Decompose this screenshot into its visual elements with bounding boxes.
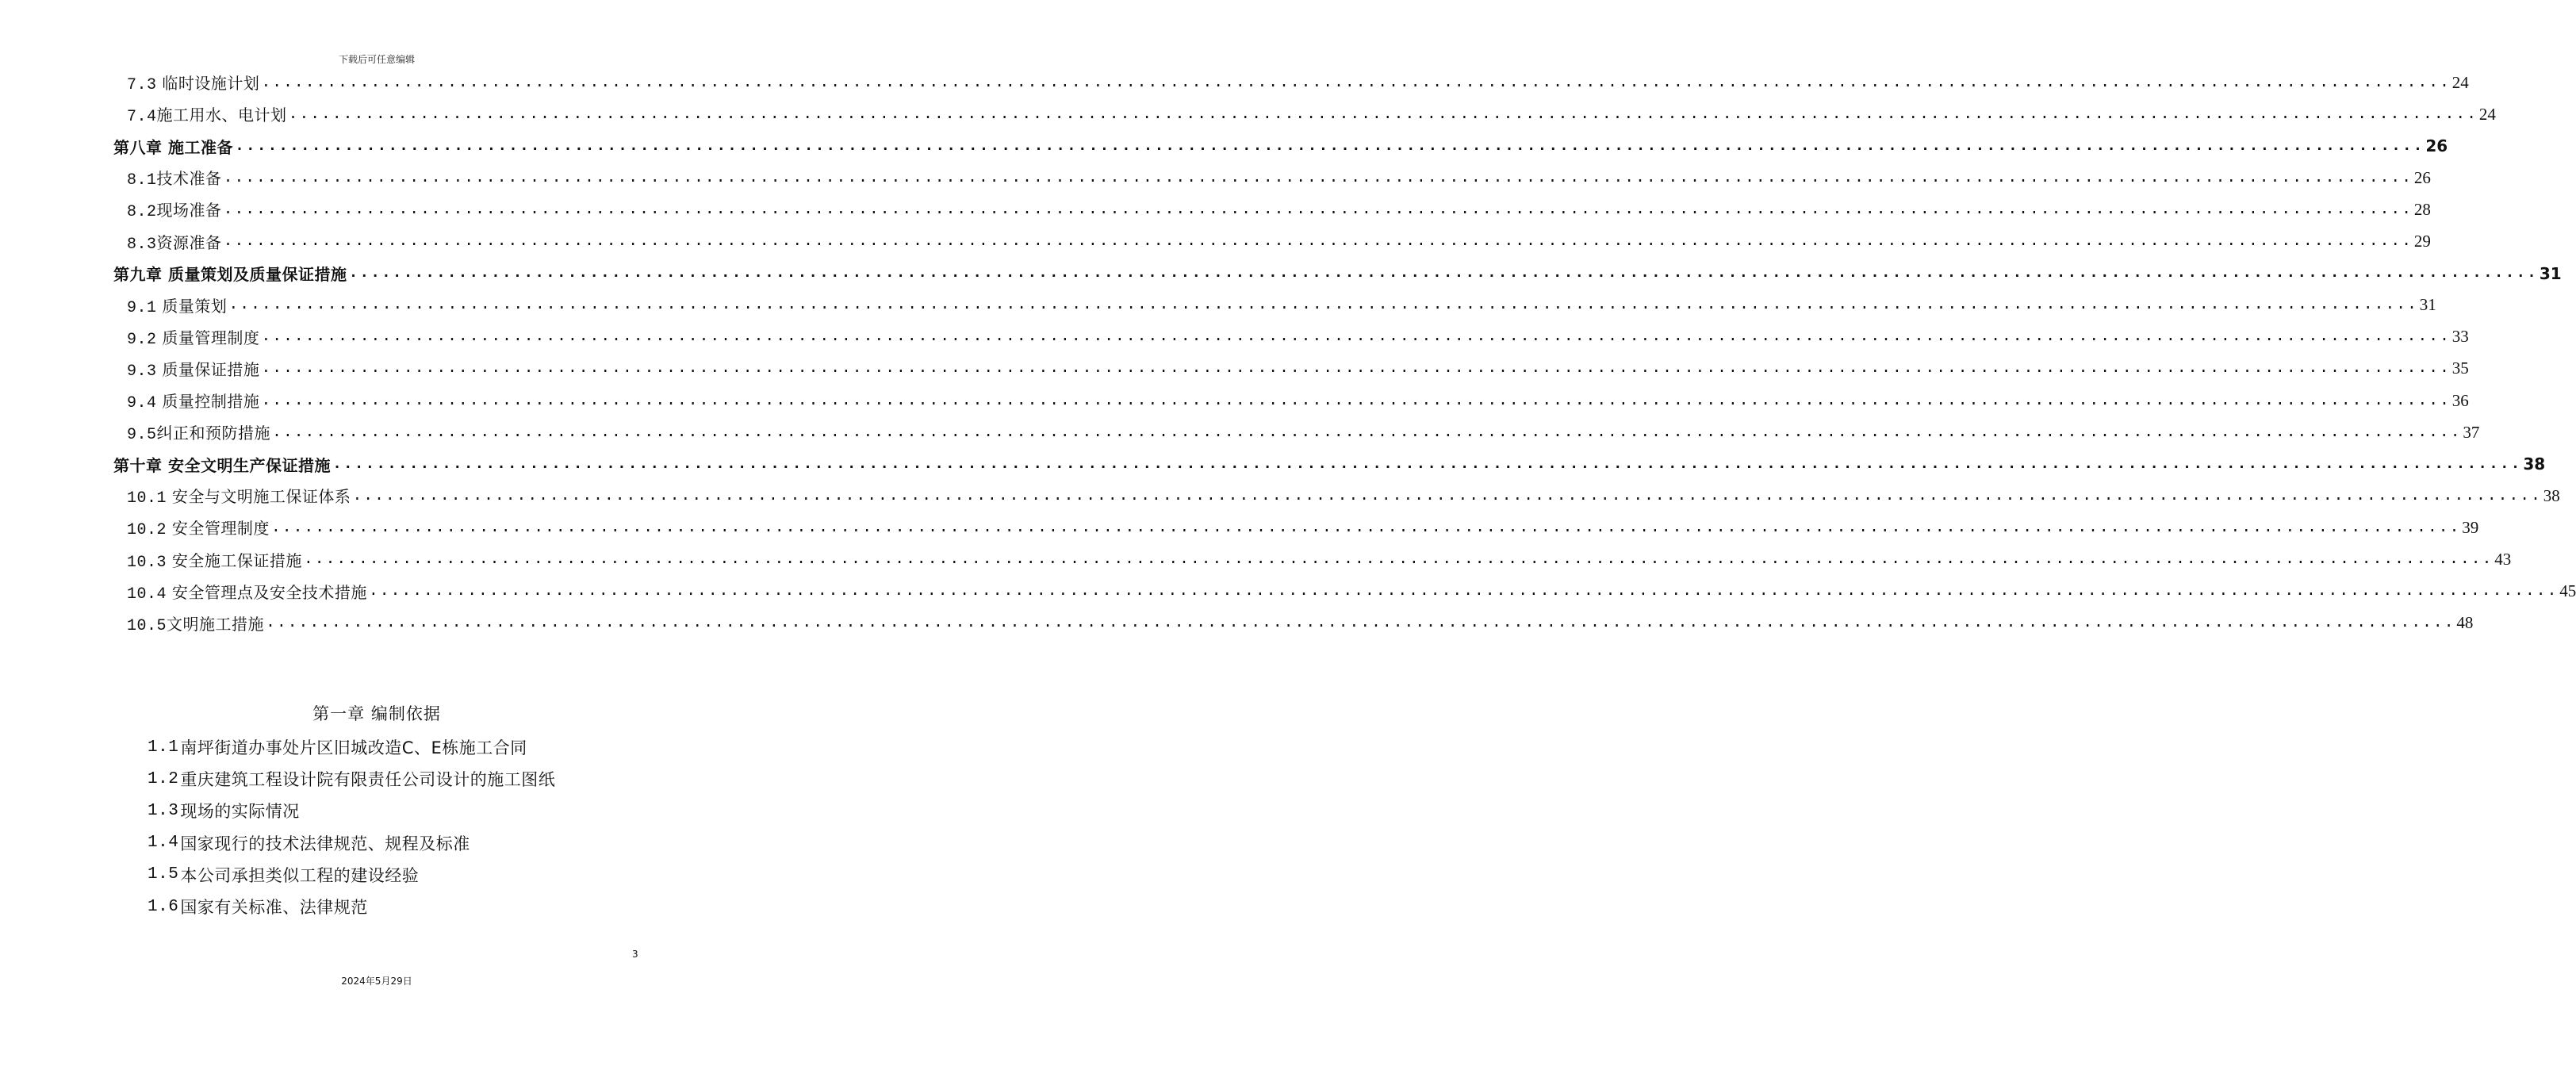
basis-item-text: 国家有关标准、法律规范 (180, 898, 368, 917)
toc-entry-row[interactable] (127, 480, 2560, 512)
basis-item (148, 731, 527, 763)
basis-item-text: 国家现行的技术法律规范、规程及标准 (180, 834, 470, 853)
toc-entry-title (127, 484, 351, 508)
toc-entry-number: 9.5 (127, 426, 157, 445)
toc-page-number: 24 (2451, 72, 2469, 92)
basis-item (148, 795, 300, 826)
toc-entry-title (127, 197, 222, 221)
dot-leader: ........................................................................................................................................................................................................ (270, 518, 2461, 537)
toc-entry-number: 9.2 (127, 330, 157, 349)
toc-entry-title (127, 102, 287, 126)
basis-item-text: 本公司承担类似工程的建设经验 (180, 865, 420, 885)
dot-leader: ........................................................................................................................................................................................................ (223, 200, 2413, 219)
toc-entry-row[interactable] (127, 576, 2576, 608)
basis-item-text: 南坪街道办事处片区旧城改造C、E栋施工合同 (180, 738, 527, 757)
dot-leader: ........................................................................................................................................................................................................ (261, 391, 2451, 410)
toc-entry-title (127, 389, 259, 412)
toc-page-number: 31 (2539, 263, 2562, 283)
toc-entry-row[interactable] (127, 290, 2436, 321)
toc-entry-title (113, 262, 347, 285)
toc-entry-title (127, 166, 222, 190)
toc-page-number: 24 (2478, 104, 2496, 124)
basis-item-number: 1.2 (148, 769, 179, 788)
toc-entry-title (127, 580, 367, 604)
basis-item-number: 1.5 (148, 865, 179, 884)
dot-leader: ........................................................................................................................................................................................................ (261, 359, 2451, 378)
dot-leader: ........................................................................................................................................................................................................ (266, 614, 2455, 633)
toc-page-number: 26 (2413, 167, 2431, 187)
basis-item-number: 1.3 (148, 801, 179, 820)
toc-entry-title (127, 612, 264, 635)
dot-leader: ........................................................................................................................................................................................................ (223, 168, 2413, 187)
toc-entry-row[interactable] (127, 194, 2431, 225)
toc-entry-number: 10.2 (127, 521, 167, 540)
dot-leader: ........................................................................................................................................................................................................ (261, 328, 2451, 347)
basis-item-text: 现场的实际情况 (180, 802, 300, 822)
toc-page-number: 31 (2419, 295, 2436, 315)
toc-entry-title (113, 135, 233, 158)
toc-entry-text: 质量控制措施 (156, 392, 260, 411)
toc-entry-text: 技术准备 (156, 169, 222, 189)
toc-entry-row[interactable] (127, 544, 2512, 576)
toc-entry-number: 8.1 (127, 171, 157, 190)
toc-entry-row[interactable] (127, 162, 2431, 194)
toc-entry-number: 10.5 (127, 616, 167, 635)
toc-entry-text: 资源准备 (156, 232, 222, 252)
toc-entry-title (127, 325, 259, 349)
toc-page-number: 29 (2413, 232, 2431, 251)
basis-item-number: 1.1 (148, 738, 179, 757)
toc-page-number: 28 (2413, 199, 2431, 219)
toc-entry-text: 质量策划 (156, 296, 228, 316)
basis-item (148, 827, 470, 859)
toc-page-number: 45 (2559, 581, 2576, 601)
toc-entry-row[interactable] (127, 226, 2431, 258)
basis-item (148, 891, 368, 922)
toc-entry-number: 7.3 (127, 76, 157, 94)
toc-entry-text: 纠正和预防措施 (156, 424, 271, 443)
dot-leader: ........................................................................................................................................................................................................ (261, 73, 2451, 92)
toc-entry-title (127, 293, 227, 317)
toc-entry-number: 9.1 (127, 298, 157, 317)
toc-page-number: 48 (2456, 613, 2474, 633)
toc-chapter-row[interactable] (113, 448, 2546, 480)
toc-entry-title (127, 357, 259, 381)
chapter-1-title: 第一章 编制依据 (312, 704, 441, 723)
toc-entry-row[interactable] (127, 385, 2469, 416)
toc-entry-text: 施工用水、电计划 (156, 105, 287, 125)
toc-page-number: 43 (2494, 550, 2512, 569)
toc-entry-title (113, 453, 331, 476)
toc-entry-text: 现场准备 (156, 201, 222, 220)
toc-page-number: 39 (2462, 517, 2479, 537)
toc-entry-text: 质量保证措施 (156, 359, 260, 379)
toc-entry-number: 7.4 (127, 108, 157, 127)
basis-item-text: 重庆建筑工程设计院有限责任公司设计的施工图纸 (180, 770, 556, 790)
toc-entry-row[interactable] (127, 67, 2469, 98)
toc-page-number: 37 (2463, 422, 2480, 442)
toc-page-number: 33 (2451, 327, 2469, 347)
toc-entry-number: 10.1 (127, 489, 167, 508)
dot-leader: ........................................................................................................................................................................................................ (352, 486, 2542, 505)
toc-entry-title (127, 420, 270, 444)
toc-entry-row[interactable] (127, 98, 2496, 130)
toc-entry-number: 10.4 (127, 585, 167, 604)
toc-page-number: 38 (2543, 485, 2560, 505)
toc-entry-number: 8.3 (127, 235, 157, 254)
toc-entry-text: 安全施工保证措施 (167, 550, 302, 570)
toc-entry-row[interactable] (127, 353, 2469, 385)
toc-entry-text: 安全管理制度 (167, 519, 270, 539)
footer-date: 2024年5月29日 (341, 976, 412, 987)
toc-entry-row[interactable] (127, 416, 2480, 448)
toc-entry-number: 10.3 (127, 553, 167, 572)
toc-entry-number: 9.4 (127, 394, 157, 412)
toc-entry-text: 质量管理制度 (156, 328, 260, 347)
dot-leader: ........................................................................................................................................................................................................ (288, 105, 2478, 124)
toc-entry-text: 第九章 质量策划及质量保证措施 (113, 265, 347, 285)
basis-item (148, 763, 555, 795)
toc-entry-number: 9.3 (127, 362, 157, 381)
toc-entry-text: 临时设施计划 (156, 74, 260, 93)
toc-entry-number: 8.2 (127, 203, 157, 222)
toc-chapter-row[interactable] (113, 130, 2448, 162)
basis-item-number: 1.4 (148, 834, 179, 853)
dot-leader: ........................................................................................................................................................................................................ (223, 232, 2413, 251)
toc-page-number: 36 (2451, 390, 2469, 410)
page-header: 下载后可任意编辑 (338, 54, 415, 65)
toc-page-number: 35 (2451, 359, 2469, 378)
toc-page-number: 26 (2425, 136, 2448, 156)
toc-entry-text: 第八章 施工准备 (113, 137, 233, 157)
toc-entry-text: 第十章 安全文明生产保证措施 (113, 455, 331, 475)
basis-item (148, 859, 419, 891)
toc-entry-title (127, 230, 222, 254)
toc-entry-title (127, 71, 259, 94)
page-number: 3 (632, 949, 638, 960)
toc-entry-row[interactable] (127, 512, 2479, 543)
toc-entry-text: 安全与文明施工保证体系 (167, 487, 351, 507)
dot-leader: ........................................................................................................................................................................................................ (332, 454, 2522, 474)
dot-leader: ........................................................................................................................................................................................................ (272, 423, 2462, 442)
toc-entry-title (127, 548, 302, 572)
dot-leader: ........................................................................................................................................................................................................ (234, 136, 2425, 155)
toc-entry-title (127, 516, 270, 539)
toc-entry-text: 文明施工措施 (167, 614, 265, 634)
dot-leader: ........................................................................................................................................................................................................ (303, 550, 2494, 569)
toc-entry-text: 安全管理点及安全技术措施 (167, 582, 367, 602)
toc-chapter-row[interactable] (113, 258, 2562, 290)
dot-leader: ........................................................................................................................................................................................................ (368, 582, 2559, 601)
dot-leader: ........................................................................................................................................................................................................ (228, 296, 2418, 315)
dot-leader: ........................................................................................................................................................................................................ (348, 264, 2538, 283)
toc-page-number: 38 (2523, 454, 2546, 474)
toc-entry-row[interactable] (127, 321, 2469, 353)
toc-entry-row[interactable] (127, 608, 2474, 639)
basis-item-number: 1.6 (148, 897, 179, 916)
